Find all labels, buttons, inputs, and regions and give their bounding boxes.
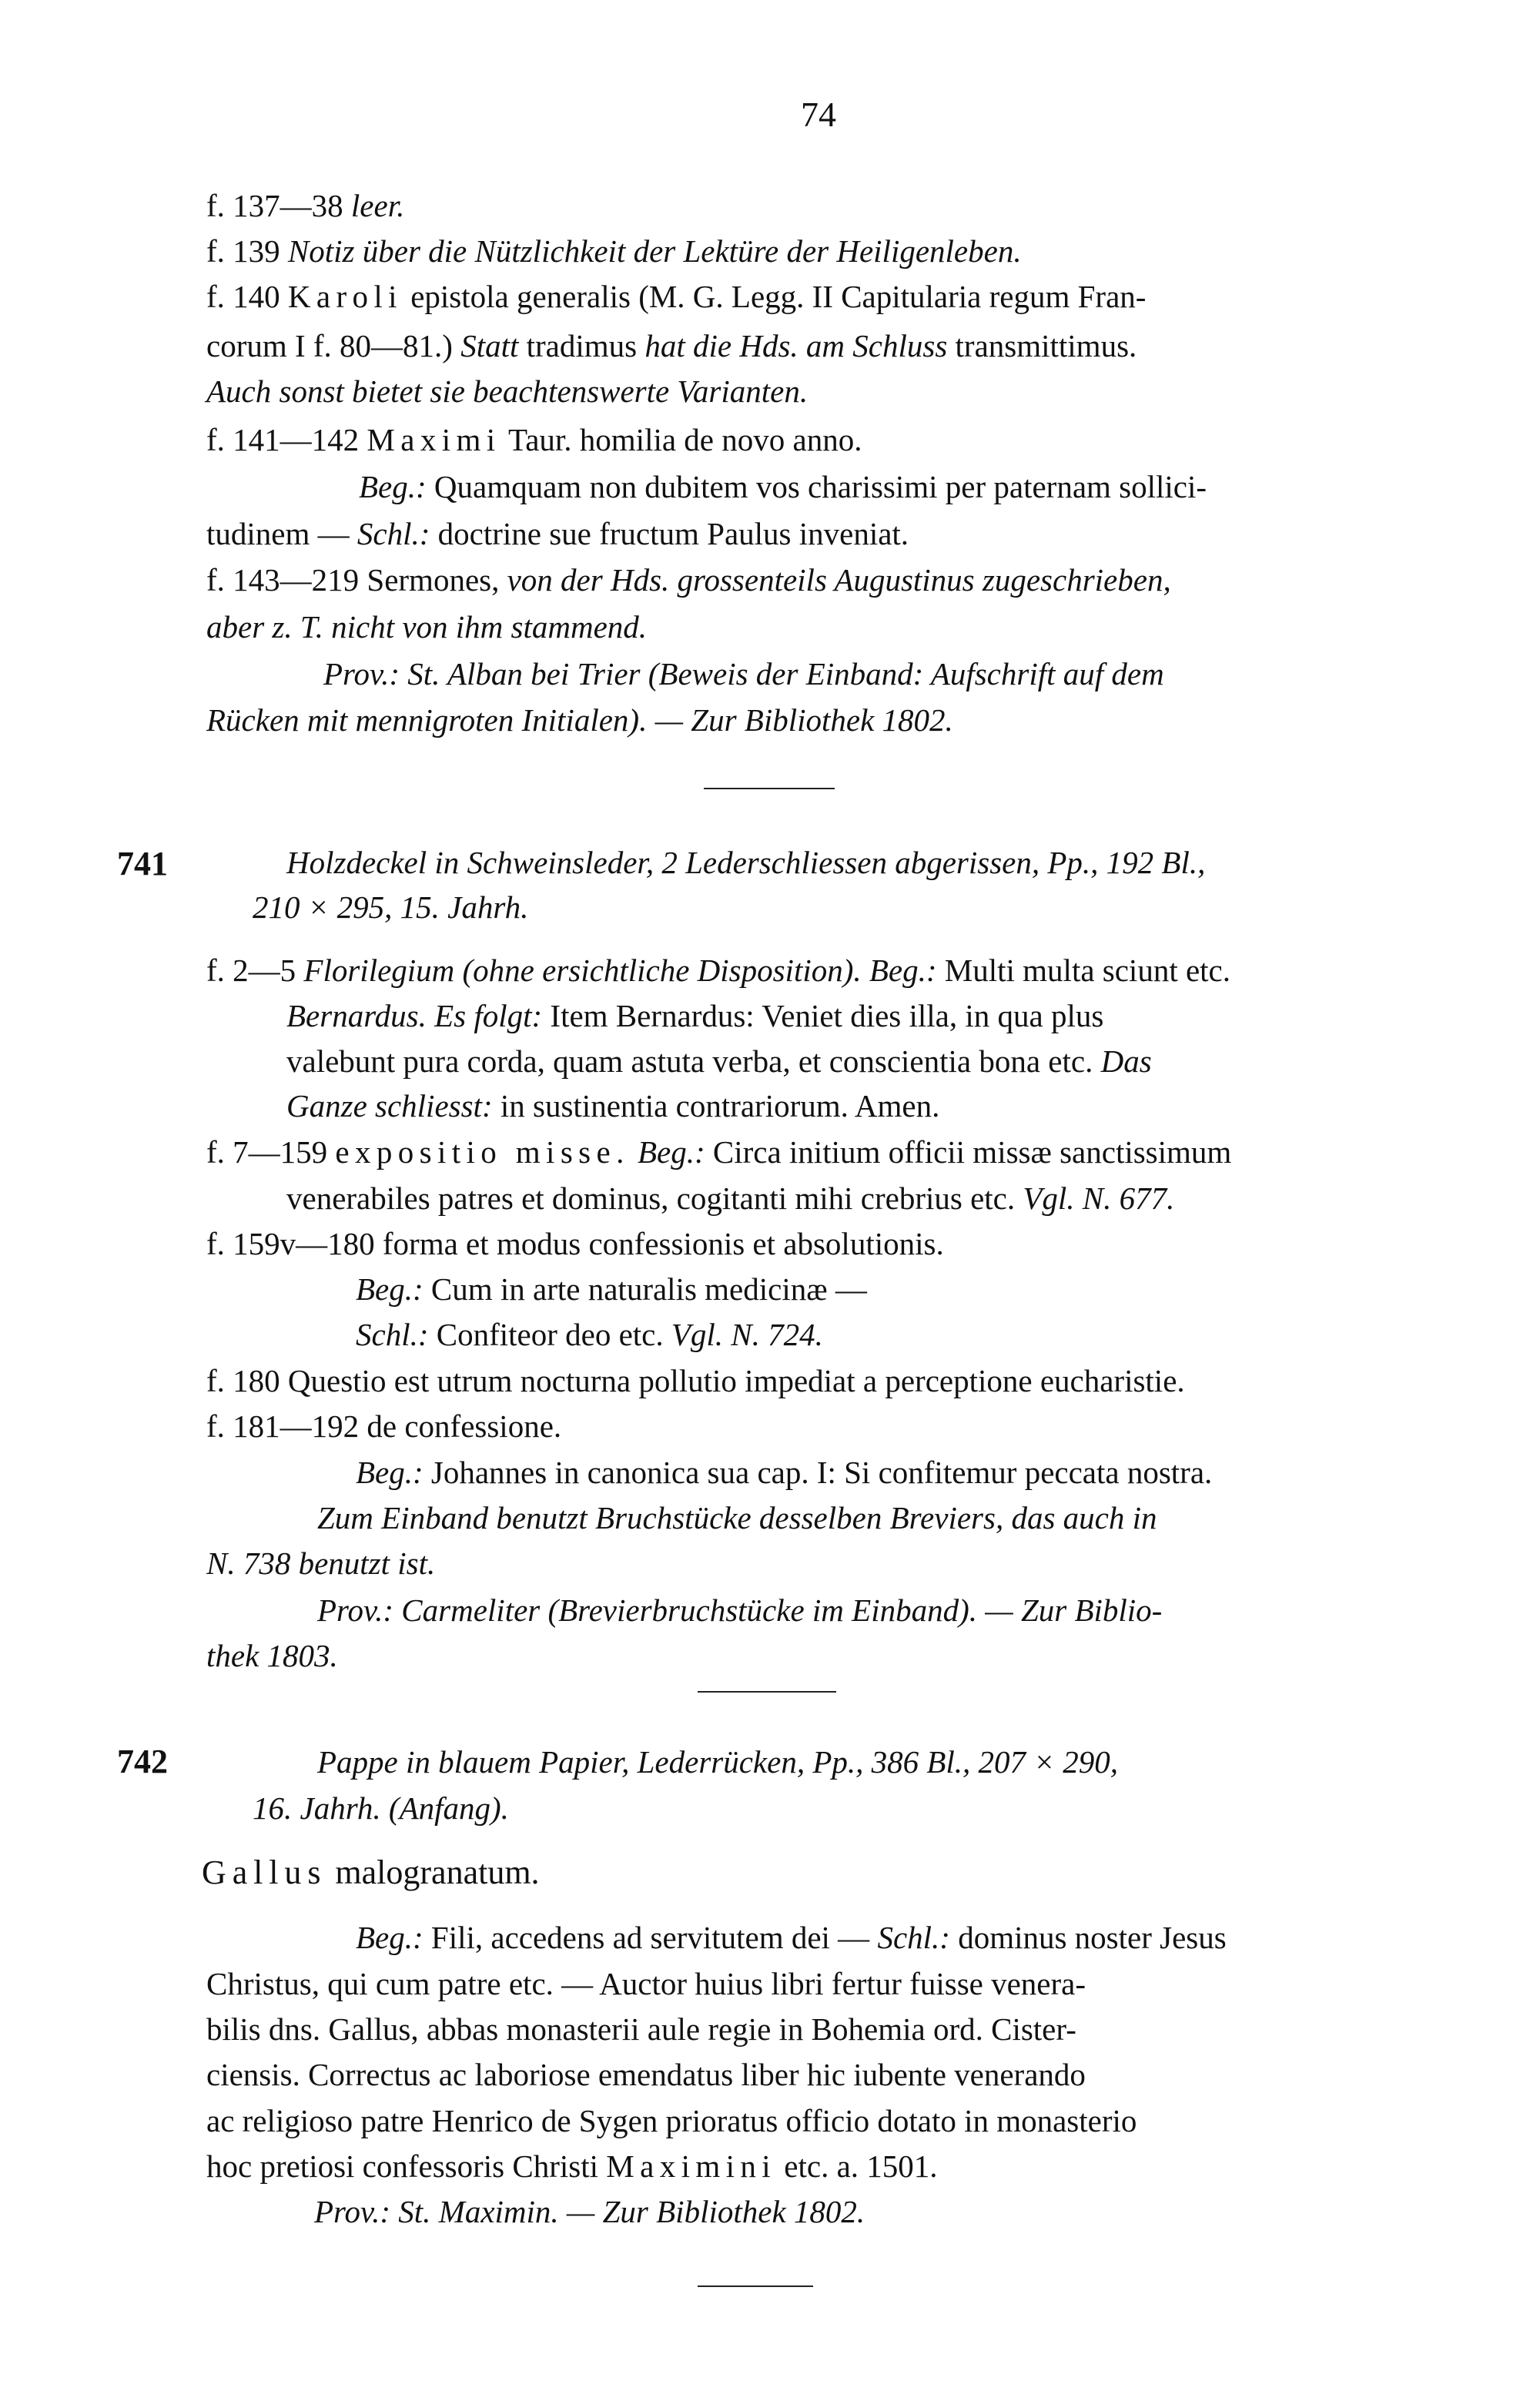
text-line: valebunt pura corda, quam astuta verba, et conscientia bona etc. Das (286, 1043, 1152, 1079)
text-line: f. 7—159 expositio misse. Beg.: Circa initium officii missæ sanctissimum (206, 1134, 1232, 1170)
text-line: Bernardus. Es folgt: Item Bernardus: Veniet dies illa, in qua plus (286, 998, 1104, 1033)
text-line: N. 738 benutzt ist. (206, 1545, 436, 1581)
text-line: f. 180 Questio est utrum nocturna pollutio impediat a perceptione eucharistie. (206, 1363, 1185, 1398)
separator-rule (704, 788, 835, 789)
text-line: f. 159v—180 forma et modus confessionis et absolutionis. (206, 1226, 944, 1261)
entry-heading: 210 × 295, 15. Jahrh. (253, 889, 529, 925)
text-line: hoc pretiosi confessoris Christi Maximini etc. a. 1501. (206, 2148, 938, 2184)
text-line: Christus, qui cum patre etc. — Auctor huius libri fertur fuisse venera- (206, 1966, 1086, 2001)
text-line: Auch sonst bietet sie beachtenswerte Varianten. (206, 373, 808, 409)
text-line: bilis dns. Gallus, abbas monasterii aule regie in Bohemia ord. Cister- (206, 2011, 1076, 2047)
text-line: f. 137—38 leer. (206, 188, 405, 223)
text-line: tudinem — Schl.: doctrine sue fructum Paulus inveniat. (206, 516, 909, 551)
text-line: Beg.: Johannes in canonica sua cap. I: Si confitemur peccata nostra. (356, 1455, 1213, 1490)
text-line: f. 140 Karoli epistola generalis (M. G. Legg. II Capitularia regum Fran- (206, 279, 1147, 314)
text-line: Prov.: Carmeliter (Brevierbruchstücke im Einband). — Zur Biblio- (317, 1592, 1163, 1628)
text-line: Beg.: Quamquam non dubitem vos charissimi per paternam sollici- (359, 469, 1207, 504)
entry-heading: Pappe in blauem Papier, Lederrücken, Pp., 386 Bl., 207 × 290, (317, 1744, 1118, 1780)
text-line: f. 181—192 de confessione. (206, 1408, 562, 1444)
text-line: f. 139 Notiz über die Nützlichkeit der Lektüre der Heiligenleben. (206, 233, 1022, 269)
page-number: 74 (801, 95, 836, 134)
entry-number: 742 (117, 1743, 168, 1780)
text-line: Zum Einband benutzt Bruchstücke desselben Breviers, das auch in (317, 1500, 1157, 1535)
text-line: f. 141—142 Maximi Taur. homilia de novo anno. (206, 422, 862, 457)
separator-rule (698, 2285, 813, 2287)
text-line: f. 2—5 Florilegium (ohne ersichtliche Disposition). Beg.: Multi multa sciunt etc. (206, 953, 1231, 988)
text-line: Beg.: Fili, accedens ad servitutem dei — Schl.: dominus noster Jesus (356, 1920, 1227, 1955)
text-line: f. 143—219 Sermones, von der Hds. grossenteils Augustinus zugeschrieben, (206, 562, 1171, 598)
text-line: venerabiles patres et dominus, cogitanti mihi crebrius etc. Vgl. N. 677. (286, 1180, 1175, 1216)
text-line: Beg.: Cum in arte naturalis medicinæ — (356, 1271, 867, 1307)
text-line: corum I f. 80—81.) Statt tradimus hat die Hds. am Schluss transmittimus. (206, 328, 1137, 363)
entry-number: 741 (117, 845, 168, 882)
text-line: Schl.: Confiteor deo etc. Vgl. N. 724. (356, 1317, 823, 1352)
text-line: ciensis. Correctus ac laboriose emendatus liber hic iubente venerando (206, 2057, 1086, 2092)
entry-heading: 16. Jahrh. (Anfang). (253, 1790, 509, 1826)
text-line: ac religioso patre Henrico de Sygen prioratus officio dotato in monasterio (206, 2103, 1137, 2138)
text-line: Prov.: St. Alban bei Trier (Beweis der Einband: Aufschrift auf dem (323, 656, 1164, 692)
text-line: thek 1803. (206, 1638, 338, 1673)
text-line: Ganze schliesst: in sustinentia contrariorum. Amen. (286, 1088, 940, 1123)
entry-title: Gallus malogranatum. (202, 1853, 540, 1891)
entry-heading: Holzdeckel in Schweinsleder, 2 Lederschliessen abgerissen, Pp., 192 Bl., (286, 845, 1206, 880)
text-line: Prov.: St. Maximin. — Zur Bibliothek 1802. (314, 2194, 865, 2229)
text-line: aber z. T. nicht von ihm stammend. (206, 609, 648, 645)
text-line: Rücken mit mennigroten Initialen). — Zur Bibliothek 1802. (206, 702, 953, 738)
separator-rule (698, 1691, 836, 1693)
